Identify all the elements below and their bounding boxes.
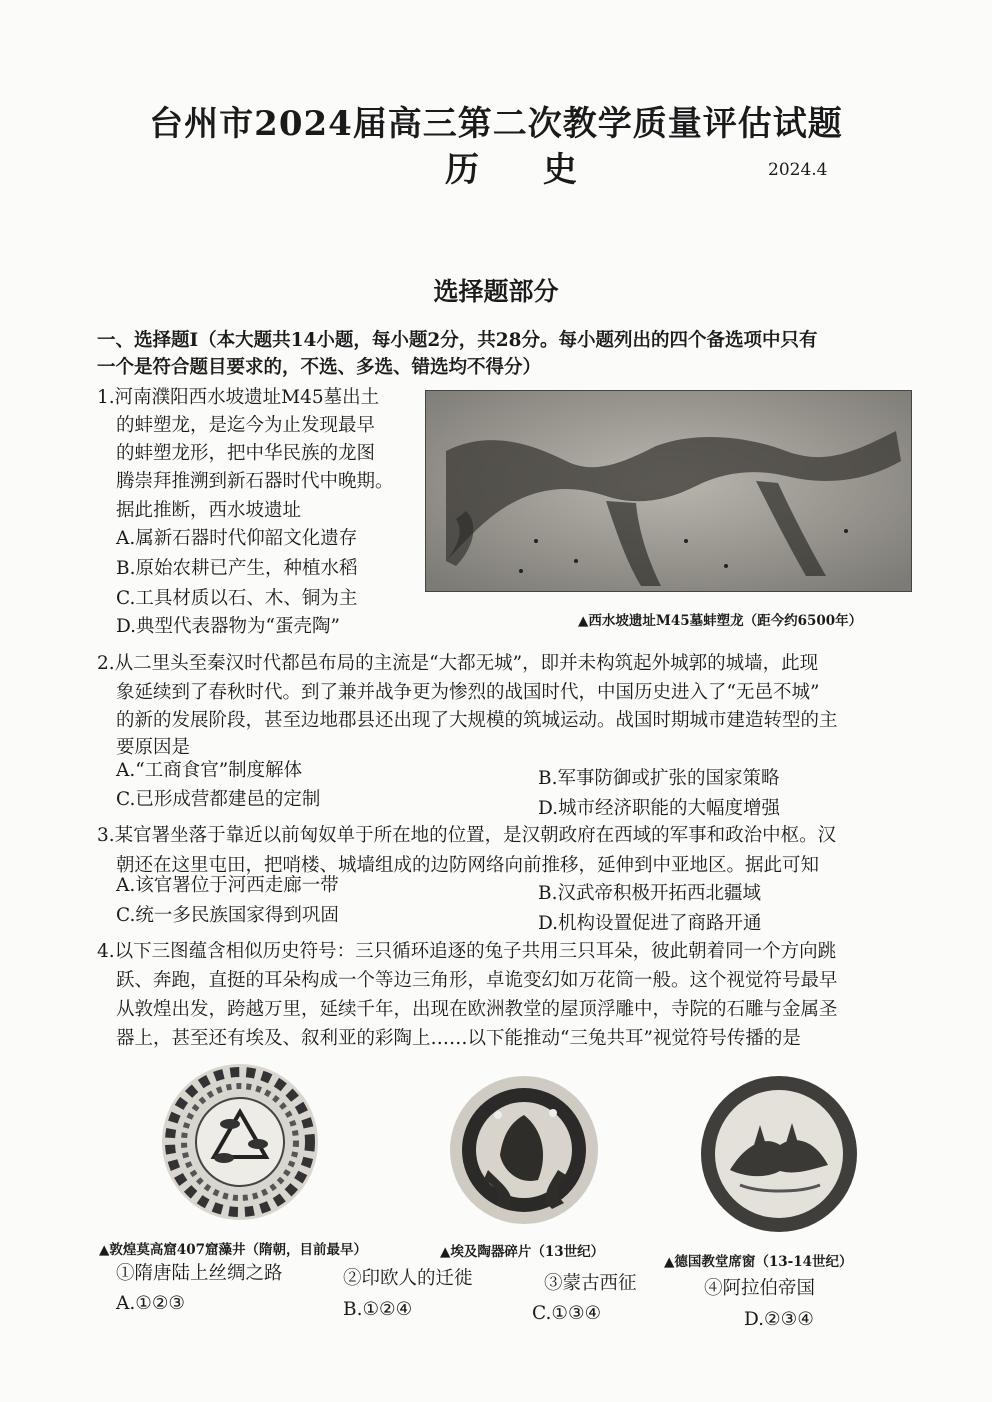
q4-item-1: ①隋唐陆上丝绸之路 [116,1263,283,1284]
q3-option-c: C.统一多民族国家得到巩固 [116,905,339,926]
q1-stem-line: 腾崇拜推溯到新石器时代中晚期。 [116,471,394,492]
q1-stem-line: 的蚌塑龙形，把中华民族的龙图 [116,443,376,464]
instructions-line-1: 一、选择题Ⅰ（本大题共14小题，每小题2分，共28分。每小题列出的四个备选项中只有 [97,330,818,351]
q3-stem-line: 朝还在这里屯田，把哨楼、城墙组成的边防网络向前推移，延伸到中亚地区。据此可知 [116,855,820,876]
q4-stem-line: 4.以下三图蕴含相似历史符号：三只循环追逐的兔子共用三只耳朵，彼此朝着同一个方向跳 [97,941,837,962]
q4-caption-2: ▲埃及陶器碎片（13世纪） [440,1244,605,1260]
three-hares-egypt-icon [448,1075,600,1225]
q2-stem-line: 的新的发展阶段，甚至边地郡县还出现了大规模的筑城运动。战国时期城市建造转型的主 [116,710,838,731]
q1-option-a: A.属新石器时代仰韶文化遗存 [116,528,358,549]
q3-option-a: A.该官署位于河西走廊一带 [116,875,339,896]
q4-stem-line: 跃、奔跑，直挺的耳朵构成一个等边三角形，卓诡变幻如万花筒一般。这个视觉符号最早 [116,970,838,991]
instructions-line-2: 一个是符合题目要求的，不选、多选、错选均不得分） [97,357,542,378]
q1-stem-line: 据此推断，西水坡遗址 [116,500,302,521]
shell-dragon-image [426,391,911,591]
exam-date: 2024.4 [768,160,828,180]
exam-title: 台州市2024届高三第二次教学质量评估试题 [149,104,843,144]
q4-stem-line: 从敦煌出发，跨越万里，延续千年，出现在欧洲教堂的屋顶浮雕中，寺院的石雕与金属圣 [116,999,838,1020]
q1-stem-line: 的蚌塑龙，是迄今为止发现最早 [116,415,376,436]
section-title: 选择题部分 [433,277,559,306]
subject-title: 历 史 [445,150,603,190]
three-hares-german-icon [700,1075,858,1233]
q2-option-b: B.军事防御或扩张的国家策略 [538,768,780,789]
q1-option-c: C.工具材质以石、木、铜为主 [116,588,358,609]
dunhuang-caisson-image [160,1062,320,1222]
q3-option-d: D.机构设置促进了商路开通 [538,913,762,934]
q2-stem-line: 象延续到了春秋时代。到了兼并战争更为惨烈的战国时代，中国历史进入了“无邑不城” [116,682,820,703]
q1-option-b: B.原始农耕已产生，种植水稻 [116,558,358,579]
q4-option-a: A.①②③ [116,1293,185,1314]
q4-caption-1: ▲敦煌莫高窟407窟藻井（隋朝，目前最早） [99,1242,368,1258]
q4-item-2: ②印欧人的迁徙 [343,1268,473,1289]
q4-item-3: ③蒙古西征 [544,1273,637,1294]
three-hares-dunhuang-icon [160,1062,320,1222]
q2-option-d: D.城市经济职能的大幅度增强 [538,798,781,819]
egypt-pottery-image [448,1075,600,1225]
q2-stem-line: 2.从二里头至秦汉时代都邑布局的主流是“大都无城”，即并未构筑起外城郭的城墙，此现 [97,653,819,674]
q2-option-a: A.“工商食官”制度解体 [116,760,303,781]
q1-image-caption: ▲西水坡遗址M45墓蚌塑龙（距今约6500年） [578,613,863,629]
q4-caption-3: ▲德国教堂席窗（13-14世纪） [664,1254,853,1270]
german-window-image [700,1075,858,1233]
q2-option-c: C.已形成营都建邑的定制 [116,789,321,810]
q4-item-4: ④阿拉伯帝国 [704,1278,816,1299]
q4-option-d: D.②③④ [744,1309,814,1330]
q4-stem-line: 器上，甚至还有埃及、叙利亚的彩陶上……以下能推动“三兔共耳”视觉符号传播的是 [116,1028,801,1049]
q1-stem-line: 1.河南濮阳西水坡遗址M45墓出土 [97,387,380,408]
q3-stem-line: 3.某官署坐落于靠近以前匈奴单于所在地的位置，是汉朝政府在西域的军事和政治中枢。汉 [97,825,837,846]
q3-option-b: B.汉武帝积极开拓西北疆域 [538,883,761,904]
q1-option-d: D.典型代表器物为“蛋壳陶” [116,616,340,637]
dragon-photo [425,390,912,592]
q4-option-b: B.①②④ [343,1299,413,1320]
q4-option-c: C.①③④ [532,1303,602,1324]
q2-stem-line: 要原因是 [116,737,191,758]
